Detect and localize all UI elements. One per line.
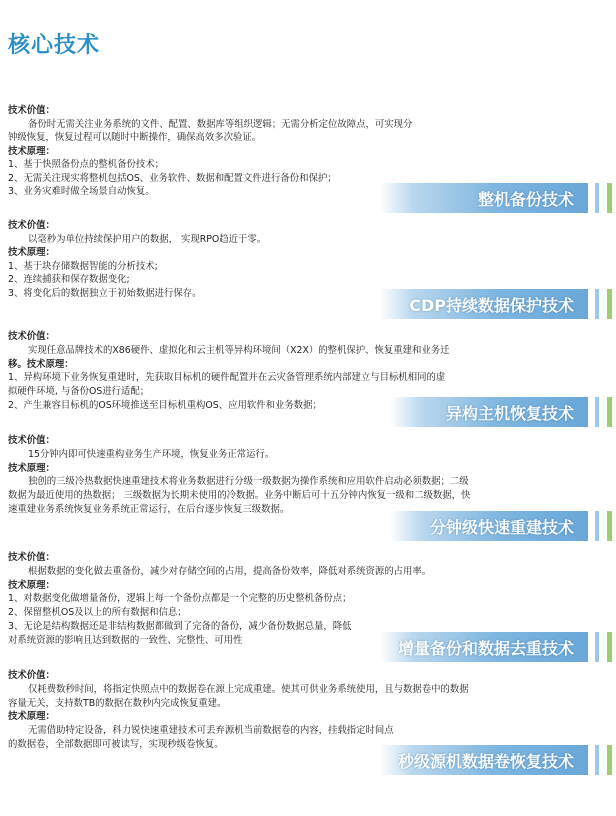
section-text-line: 1、基于快照备份点的整机备份技术；: [8, 159, 164, 170]
banner-stripe-green: [607, 632, 612, 662]
section-banner-label: 增量备份和数据去重技术: [397, 638, 574, 658]
banner-stripe-blue: [595, 511, 599, 541]
section-text-line: 的数据卷，全部数据即可被读写，实现秒级卷恢复。: [8, 739, 224, 750]
section-text-line: 仅耗费数秒时间，将指定快照点中的数据卷在源上完成重建。使其可供业务系统使用，且与数据卷中的数据: [28, 683, 469, 695]
banner-stripe-blue: [595, 289, 599, 319]
section-text-line: 实现任意品牌技术的X86硬件、虚拟化和云主机等异构环境间（X2X）的整机保护、恢复重建和业务迁: [28, 344, 450, 356]
section-banner-label: 整机备份技术: [477, 189, 574, 209]
section-heading: 技术原理：: [8, 462, 55, 474]
section-banner-label: 秒级源机数据卷恢复技术: [397, 751, 574, 771]
section-banner-label: 分钟级快速重建技术: [429, 517, 574, 537]
section-text-line: 容量无关，支持数TB的数据在数秒内完成恢复重建。: [8, 697, 227, 709]
section-banner: [380, 289, 588, 319]
banner-stripe-green: [607, 397, 612, 427]
banner-stripe-green: [607, 511, 612, 541]
section-text-line: 2、无需关注现实将整机包括OS、业务软件、数据和配置文件进行备份和保护；: [8, 172, 337, 184]
banner-stripe-green: [607, 745, 612, 775]
banner-stripe-green: [607, 289, 612, 319]
section-text-line: 无需借助特定设备，科力锐快速重建技术可丢弃源机当前数据卷的内容，挂载指定时间点: [28, 725, 394, 737]
banner-stripe-blue: [595, 183, 599, 213]
section-text-line: 1、对数据变化做增量备份，逻辑上每一个备份点都是一个完整的历史整机备份点；: [8, 593, 352, 605]
section-text-line: 数据为最近使用的热数据； 三级数据为长期未使用的冷数据。业务中断后可十五分钟内恢复一级和二级数据，快: [8, 490, 471, 502]
section-text-line: 拟硬件环境, 与备份OS进行适配；: [8, 386, 150, 398]
section-text-line: 15分钟内即可快速重构业务生产环境，恢复业务正常运行。: [28, 448, 275, 460]
section-heading: 技术价值：: [8, 670, 55, 681]
section-text-line: 1、异构环境下业务恢复重建时，先获取目标机的硬件配置并在云灾备管理系统内部建立与目标机相同的虚: [8, 372, 446, 384]
section-heading: 技术原理：: [8, 247, 55, 258]
section-banner: [380, 632, 588, 662]
section-banner: [390, 397, 588, 427]
section-banner-label: 异构主机恢复技术: [445, 403, 574, 423]
section-text-line: 2、产生兼容目标机的OS环境推送至目标机重构OS、应用软件和业务数据；: [8, 400, 322, 411]
section-text-line: 速重建业务系统恢复业务系统正常运行，在后台逐步恢复三级数据。: [8, 504, 290, 515]
section-heading: 技术原理：: [8, 711, 55, 723]
section-banner: [380, 183, 588, 213]
banner-stripe-blue: [595, 397, 599, 427]
section-heading: 技术价值：: [8, 552, 55, 563]
section-text-line: 对系统资源的影响且达到数据的一致性、完整性、可用性: [8, 634, 243, 646]
section-heading: 技术原理：: [8, 145, 55, 157]
banner-stripe-green: [607, 183, 612, 213]
section-text-line: 以毫秒为单位持续保护用户的数据， 实现RPO趋近于零。: [28, 233, 267, 245]
section-text-line: 3、业务灾难时做全场景自动恢复。: [8, 186, 155, 197]
section-text-line: 3、无论是结构数据还是非结构数据都做到了完备的备份，减少备份数据总量，降低: [8, 621, 352, 632]
section-heading: 技术原理：: [8, 579, 55, 591]
section-heading: 技术价值：: [8, 105, 55, 116]
section-text-line: 2、保留整机OS及以上的所有数据和信息；: [8, 607, 187, 619]
section-text-line: 2、连续捕获和保存数据变化;: [8, 274, 130, 285]
section-heading: 技术价值：: [8, 220, 55, 231]
section-heading: 技术价值：: [8, 435, 55, 446]
section-banner: [380, 745, 588, 775]
section-heading: 技术价值：: [8, 331, 55, 342]
section-heading: 移。技术原理：: [8, 358, 74, 370]
banner-stripe-blue: [595, 632, 599, 662]
section-banner: [390, 511, 588, 541]
page-title: 核心技术: [8, 33, 101, 58]
section-banner-label: CDP持续数据保护技术: [409, 295, 574, 315]
banner-stripe-blue: [595, 745, 599, 775]
section-text-line: 3、将变化后的数据独立于初始数据进行保存。: [8, 287, 202, 299]
section-text-line: 独创的三级冷热数据快速重建技术将业务数据进行分级一级数据为操作系统和应用软件启动必须数据；二级: [28, 476, 469, 488]
section-text-line: 钟级恢复，恢复过程可以随时中断操作，确保高效多次验证。: [8, 132, 262, 143]
section-text-line: 1、基于块存储数据智能的分析技术;: [8, 260, 158, 272]
section-text-line: 备份时无需关注业务系统的文件、配置、数据库等组织逻辑；无需分析定位故障点，可实现分: [28, 118, 413, 130]
section-text-line: 根据数据的变化做去重备份，减少对存储空间的占用，提高备份效率，降低对系统资源的占用率。: [28, 565, 432, 577]
